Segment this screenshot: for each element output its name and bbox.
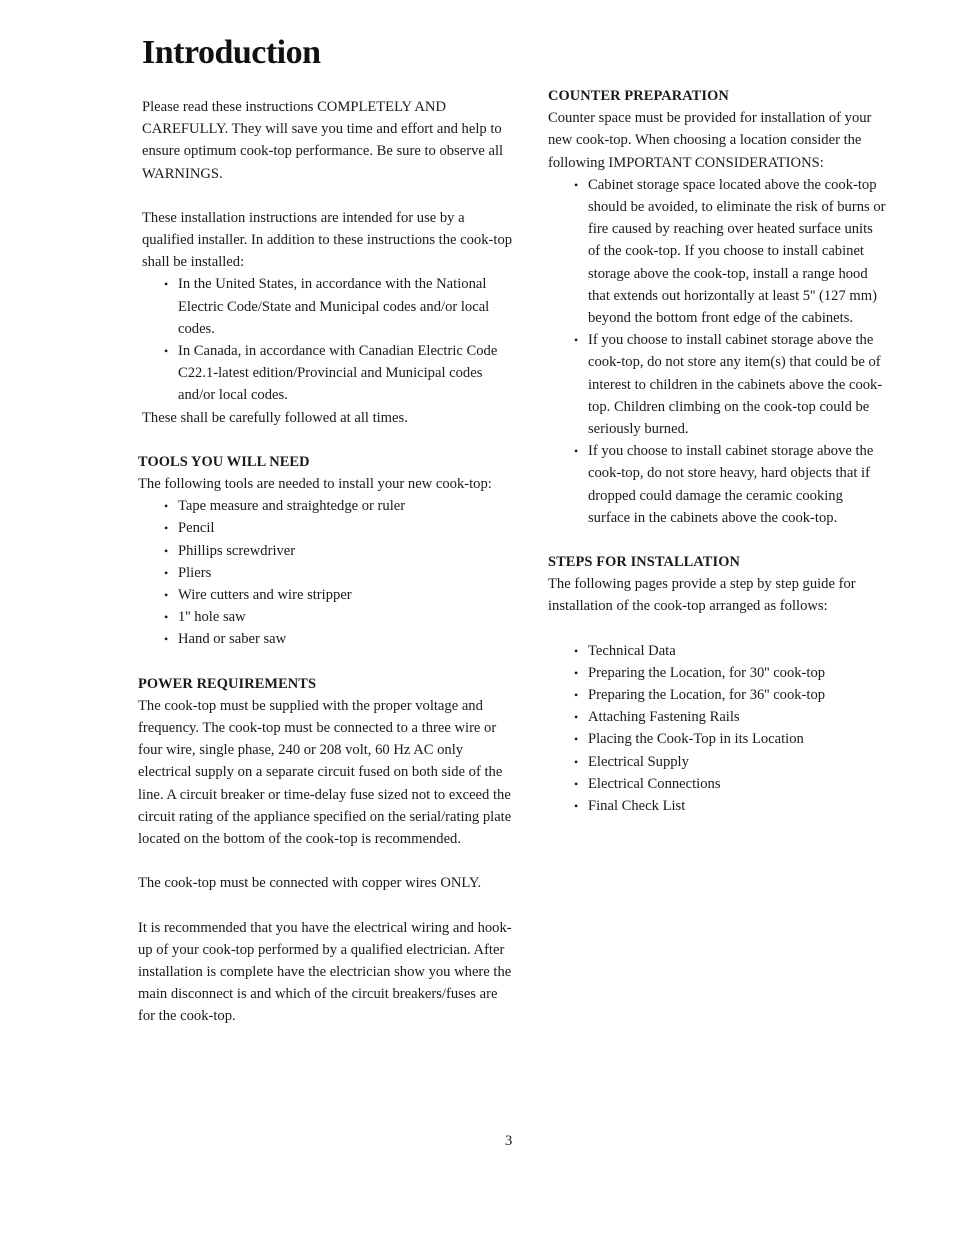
list-item: • Wire cutters and wire stripper <box>138 584 518 606</box>
steps-heading: STEPS FOR INSTALLATION <box>548 554 740 571</box>
counter-considerations-list <box>548 174 888 529</box>
intro-paragraph-2: These installation instructions are intended for use by a qualified installer. In addition to these instructions the cook-top shall be installed: <box>142 209 513 271</box>
power-paragraph-2: The cook-top must be connected with copper wires ONLY. <box>138 875 482 892</box>
installation-codes-list <box>138 273 518 406</box>
list-item: • Technical Data <box>548 640 888 662</box>
list-item: • Electrical Connections <box>548 773 888 795</box>
counter-text: Counter space must be provided for installation of your new cook-top. When choosing a location consider the following IMPORTANT CONSIDERATIONS: <box>548 110 872 171</box>
list-item: • Preparing the Location, for 30'' cook-top <box>548 662 888 684</box>
list-item: • In the United States, in accordance with the National Electric Code/State and Municipal codes and/or local codes. <box>138 273 518 340</box>
power-paragraph-3: It is recommended that you have the electrical wiring and hook-up of your cook-top performed by a qualified electrician. After installation is complete have the electrician show you where the main disconnect is and which of the circuit breakers/fuses are for the cook-top. <box>138 919 512 1025</box>
counter-heading: COUNTER PREPARATION <box>548 88 729 104</box>
left-column <box>138 96 518 1028</box>
list-item: • Pencil <box>138 517 518 539</box>
page-number: 3 <box>505 1133 513 1149</box>
power-paragraph-1: The cook-top must be supplied with the proper voltage and frequency. The cook-top must be connected to a three wire or four wire, single phase, 240 or 208 volt, 60 Hz AC only electrical supply on a separate circuit fused on both side of the line. A circuit breaker or time-delay fuse sized not to exceed the circuit rating of the appliance specified on the serial/rating plate located on the bottom of the cook-top is recommended. <box>138 697 512 848</box>
steps-text: The following pages provide a step by step guide for installation of the cook-top arranged as follows: <box>548 576 856 615</box>
list-item: • Final Check List <box>548 795 888 817</box>
tools-text: The following tools are needed to install your new cook-top: <box>138 476 492 493</box>
list-item: • Tape measure and straightedge or ruler <box>138 495 518 517</box>
list-item: • If you choose to install cabinet storage above the cook-top, do not store any item(s) that could be of interest to children in the cabinets above the cook-top. Children climbing on the cook-top could be seriously burned. <box>548 329 888 440</box>
list-item: • In Canada, in accordance with Canadian Electric Code C22.1-latest edition/Provincial and Municipal codes and/or local codes. <box>138 340 518 407</box>
list-item: • Pliers <box>138 562 518 584</box>
intro-paragraph-1: Please read these instructions COMPLETELY AND CAREFULLY. They will save you time and effort and help to ensure optimum cook-top performance. Be sure to observe all WARNINGS. <box>142 99 504 182</box>
list-item: • Electrical Supply <box>548 751 888 773</box>
list-item: • 1'' hole saw <box>138 606 518 628</box>
list-item: • If you choose to install cabinet storage above the cook-top, do not store heavy, hard objects that if dropped could damage the ceramic cooking surface in the cabinets above the cook-top. <box>548 440 888 529</box>
page-title: Introduction <box>142 34 321 71</box>
steps-list <box>548 640 888 818</box>
tools-heading: TOOLS YOU WILL NEED <box>138 453 310 470</box>
tools-list <box>138 495 518 650</box>
list-item: • Cabinet storage space located above the cook-top should be avoided, to eliminate the risk of burns or fire caused by reaching over heated surface units of the cook-top. If you choose to install cabinet storage above the cook-top, install a range hood that extends out horizontally at least 5'' (127 mm) beyond the bottom front edge of the cabinets. <box>548 174 888 329</box>
intro-paragraph-3: These shall be carefully followed at all times. <box>142 409 408 426</box>
power-heading: POWER REQUIREMENTS <box>138 675 317 692</box>
right-column <box>548 85 888 817</box>
list-item: • Attaching Fastening Rails <box>548 706 888 728</box>
list-item: • Placing the Cook-Top in its Location <box>548 728 888 750</box>
list-item: • Hand or saber saw <box>138 628 518 650</box>
list-item: • Preparing the Location, for 36'' cook-top <box>548 684 888 706</box>
list-item: • Phillips screwdriver <box>138 540 518 562</box>
